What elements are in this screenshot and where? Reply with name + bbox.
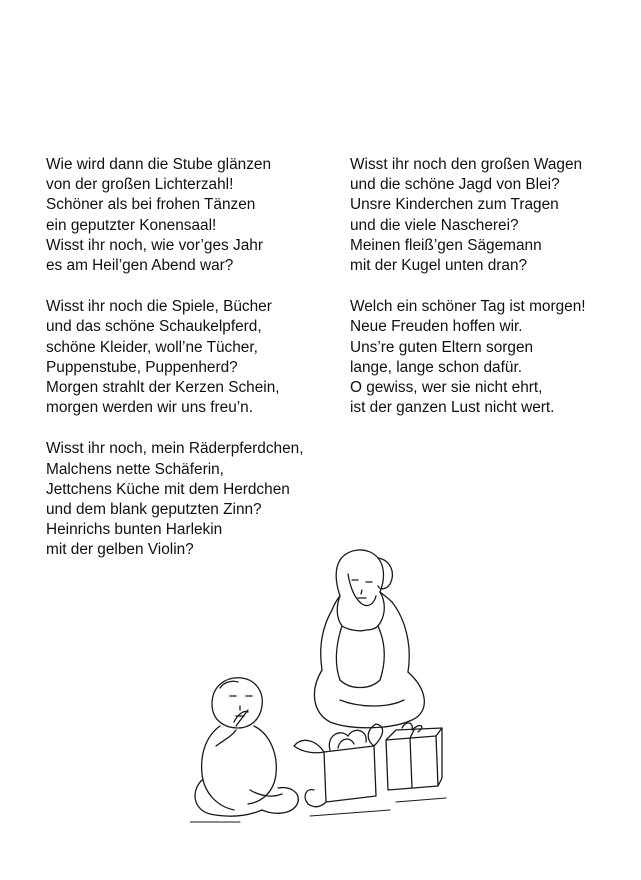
poem-line: Wisst ihr noch, mein Räderpferdchen, bbox=[46, 440, 304, 458]
poem-line: Morgen strahlt der Kerzen Schein, bbox=[46, 379, 280, 397]
poem-line: ist der ganzen Lust nicht wert. bbox=[350, 399, 555, 417]
poem-line: Heinrichs bunten Harlekin bbox=[46, 521, 223, 539]
poem-line: mit der gelben Violin? bbox=[46, 541, 194, 559]
poem-line: und dem blank geputzten Zinn? bbox=[46, 501, 262, 519]
poem-line: es am Heil’gen Abend war? bbox=[46, 257, 234, 275]
poem-line: Jettchens Küche mit dem Herdchen bbox=[46, 480, 290, 498]
poem-line: Unsre Kinderchen zum Tragen bbox=[350, 196, 559, 214]
poem-line: Schöner als bei frohen Tänzen bbox=[46, 196, 256, 214]
poem-line: und die schöne Jagd von Blei? bbox=[350, 176, 560, 194]
line-drawing-icon bbox=[190, 540, 450, 840]
poem-line: schöne Kleider, woll’ne Tücher, bbox=[46, 338, 258, 356]
poem-line: Uns’re guten Eltern sorgen bbox=[350, 338, 534, 356]
poem-line: morgen werden wir uns freu’n. bbox=[46, 399, 254, 417]
poem-line: Wie wird dann die Stube glänzen bbox=[46, 156, 272, 173]
mother-baby-gifts-illustration bbox=[190, 540, 450, 840]
stanza-5 bbox=[350, 297, 630, 418]
poem-line: Meinen fleiß’gen Sägemann bbox=[350, 236, 542, 254]
poem-line: O gewiss, wer sie nicht ehrt, bbox=[350, 379, 543, 397]
stanza-1 bbox=[46, 155, 336, 276]
poem-line: ein geputzter Konensaal! bbox=[46, 216, 217, 234]
poem-line: Wisst ihr noch die Spiele, Bücher bbox=[46, 298, 272, 316]
poem-line: Malchens nette Schäferin, bbox=[46, 460, 224, 478]
poem-line: von der großen Lichterzahl! bbox=[46, 176, 234, 194]
poem-line: Wisst ihr noch den großen Wagen bbox=[350, 156, 583, 173]
poem-line: Neue Freuden hoffen wir. bbox=[350, 318, 523, 336]
poem-line: Puppenstube, Puppenherd? bbox=[46, 358, 238, 376]
poem-line: Welch ein schöner Tag ist morgen! bbox=[350, 298, 586, 316]
stanza-4 bbox=[350, 155, 630, 276]
poem-line: und die viele Nascherei? bbox=[350, 216, 519, 234]
poem-line: und das schöne Schaukelpferd, bbox=[46, 318, 262, 336]
poem-line: Wisst ihr noch, wie vor’ges Jahr bbox=[46, 236, 263, 254]
poem-left-column bbox=[46, 155, 336, 582]
poem-line: mit der Kugel unten dran? bbox=[350, 257, 528, 275]
poem-right-column bbox=[350, 155, 630, 439]
stanza-2 bbox=[46, 297, 336, 418]
poem-line: lange, lange schon dafür. bbox=[350, 358, 522, 376]
